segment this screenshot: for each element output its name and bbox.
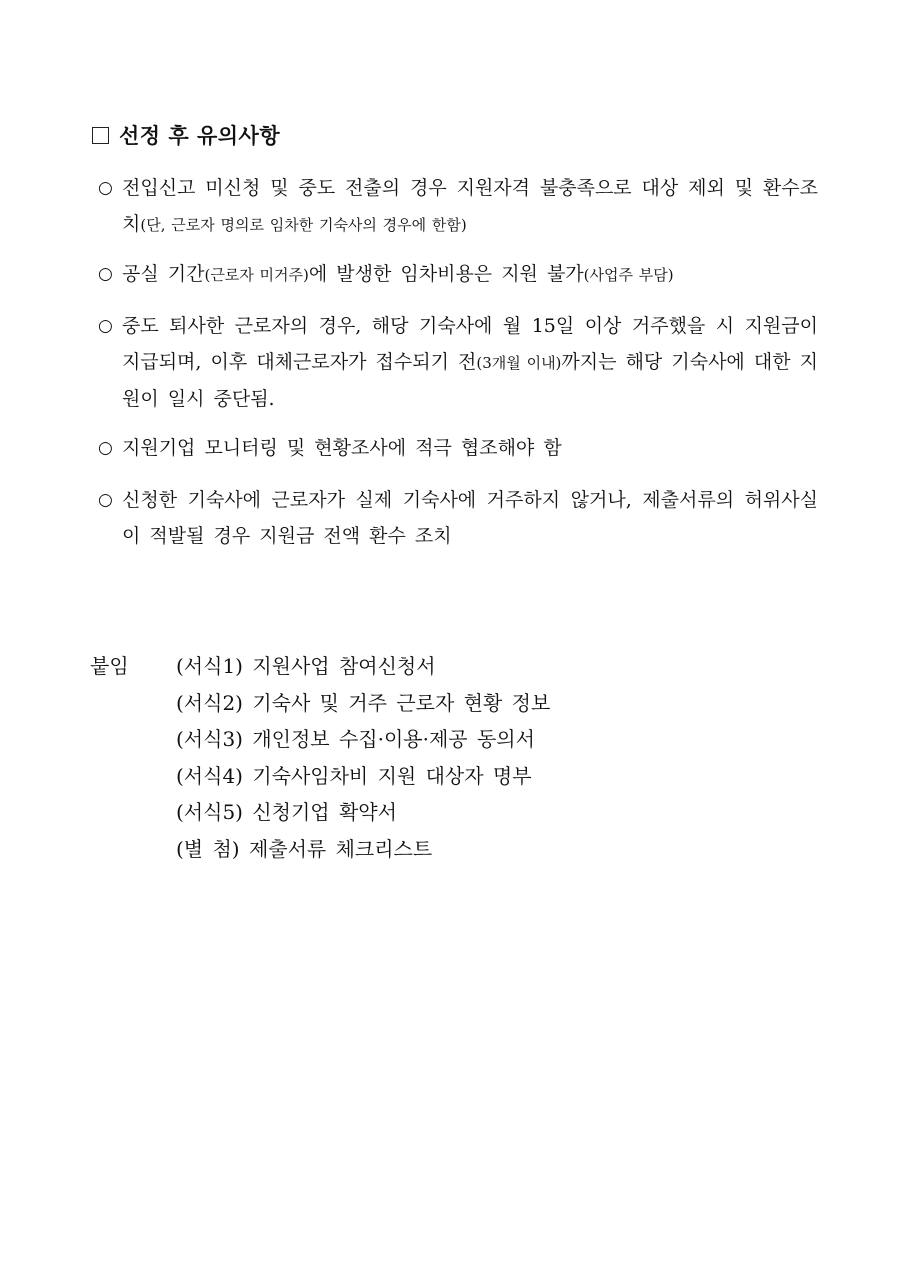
attachments-list (176, 648, 550, 867)
section-heading (92, 120, 280, 150)
attachments-label: 붙임 (90, 654, 129, 678)
note-item-2 (98, 256, 818, 293)
circle-bullet-icon: ○ (98, 178, 113, 198)
note-text: 지원기업 모니터링 및 현황조사에 적극 협조해야 함 (122, 437, 562, 459)
note-text: 신청한 기숙사에 근로자가 실제 기숙사에 거주하지 않거나, 제출서류의 허위사실이 적발될 경우 지원금 전액 환수 조치 (122, 489, 818, 547)
checkbox-square-icon (92, 127, 109, 144)
circle-bullet-icon: ○ (98, 438, 113, 458)
attachment-item: (서식5) 신청기업 확약서 (176, 800, 397, 824)
attachment-item: (서식1) 지원사업 참여신청서 (176, 654, 436, 678)
note-text-cont: 에 발생한 임차비용은 지원 불가 (308, 263, 584, 285)
note-small-text: (단, 근로자 명의로 임차한 기숙사의 경우에 한함) (140, 216, 467, 234)
note-text: 중도 퇴사한 근로자의 경우, 해당 기숙사에 월 15일 이상 거주했을 시 지원금이 지급되며, 이후 대체근로자가 접수되기 전 (122, 315, 818, 373)
note-small-text-2: (사업주 부담) (583, 266, 674, 284)
note-text: 전입신고 미신청 및 중도 전출의 경우 지원자격 불충족으로 대상 제외 및 환수조치 (122, 177, 818, 235)
circle-bullet-icon: ○ (98, 264, 113, 284)
circle-bullet-icon: ○ (98, 316, 113, 336)
attachment-item: (서식4) 기숙사임차비 지원 대상자 명부 (176, 763, 532, 788)
note-item-5 (98, 482, 818, 554)
section-heading-text: 선정 후 유의사항 (119, 124, 281, 148)
attachment-item: (서식2) 기숙사 및 거주 근로자 현황 정보 (176, 690, 551, 715)
note-item-4 (98, 430, 818, 466)
note-item-3 (98, 308, 818, 417)
note-text-cont: 까지는 해당 기숙사에 대한 지원이 일시 중단됨. (122, 351, 818, 410)
note-small-text: (근로자 미거주) (204, 266, 309, 284)
note-text: 공실 기간 (122, 263, 205, 285)
attachment-item: (서식3) 개인정보 수집·이용·제공 동의서 (176, 727, 535, 751)
note-small-text: (3개월 이내) (476, 354, 562, 372)
note-item-1 (98, 170, 818, 243)
attachment-item: (별 첨) 제출서류 체크리스트 (176, 836, 433, 861)
circle-bullet-icon: ○ (98, 490, 113, 510)
